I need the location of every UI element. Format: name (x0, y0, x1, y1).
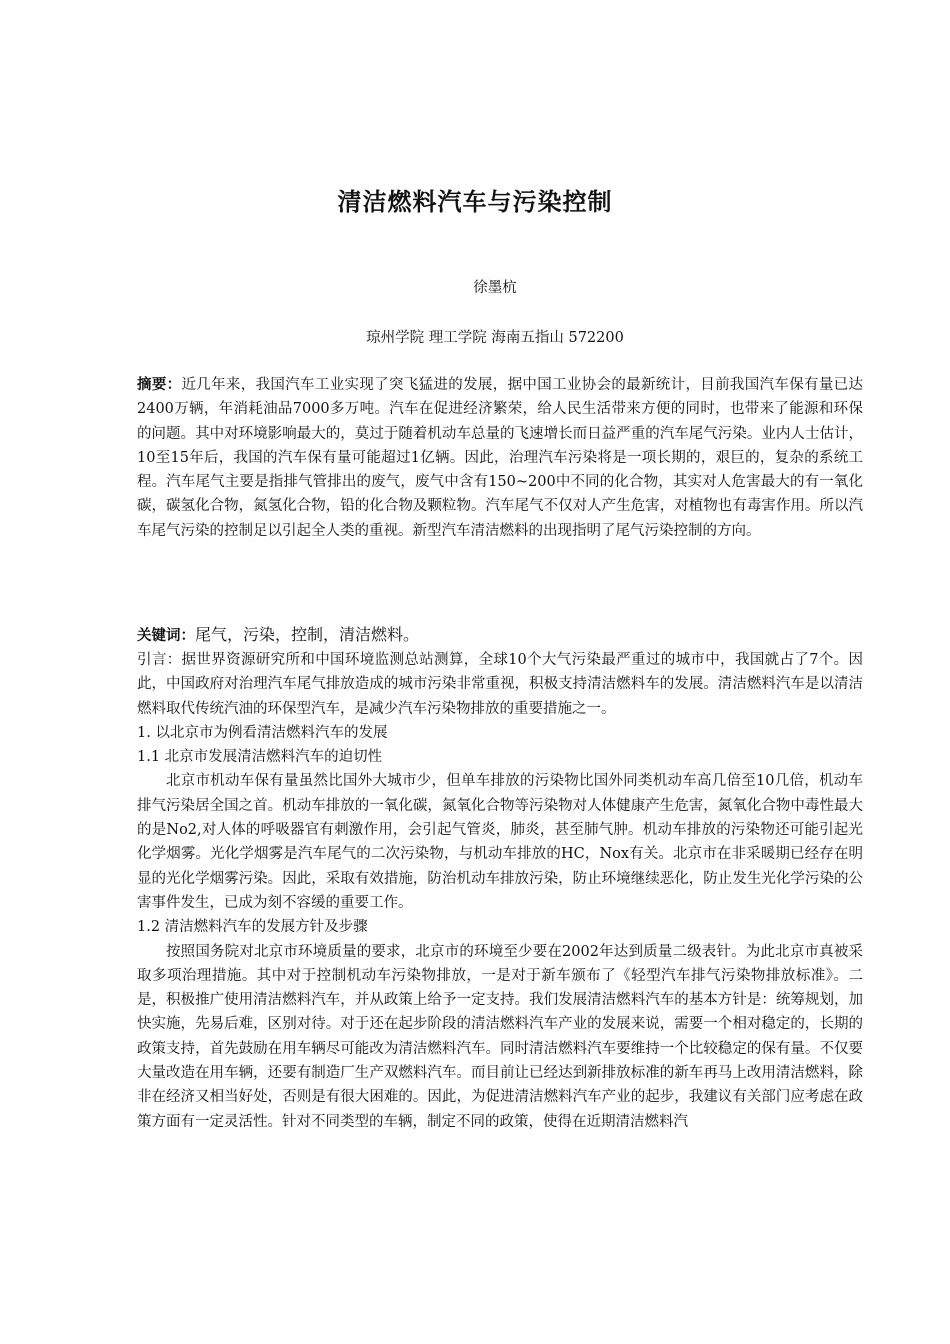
paragraph: 北京市机动车保有量虽然比国外大城市少，但单车排放的污染物比国外同类机动车高几倍至10几倍，机动车排气污染居全国之首。机动车排放的一氧化碳，氮氧化合物等污染物对人体健康产生危害，氮氧化合物中毒性最大的是No2,对人体的呼吸器官有刺激作用，会引起气管炎，肺炎，甚至肺气肿。机动车排放的污染物还可能引起光化学烟雾。光化学烟雾是汽车尾气的二次污染物，与机动车排放的HC，Nox有关。北京市在非采暖期已经存在明显的光化学烟雾污染。因此，采取有效措施，防治机动车排放污染，防止环境继续恶化，防止发生光化学污染的公害事件发生，已成为刻不容缓的重要工作。 (137, 773, 863, 911)
subsection-heading: 1.1 北京市发展清洁燃料汽车的迫切性 (137, 749, 383, 766)
abstract-label: 摘要： (137, 377, 182, 393)
author-name: 徐墨杭 (473, 280, 517, 296)
intro-paragraph: 引言：据世界资源研究所和中国环境监测总站测算，全球10个大气污染最严重过的城市中，我国就占了7个。因此，中国政府对治理汽车尾气排放造成的城市污染非常重视，积极支持清洁燃料车的发展。清洁燃料汽车是以清洁燃料取代传统汽油的环保型汽车，是减少汽车污染物排放的重要措施之一。 (137, 652, 863, 717)
body-text (137, 648, 863, 1134)
abstract (137, 373, 863, 543)
abstract-text: 近几年来，我国汽车工业实现了突飞猛进的发展，据中国工业协会的最新统计，目前我国汽车保有量已达2400万辆，年消耗油品7000多万吨。汽车在促进经济繁荣，给人民生活带来方便的同时，也带来了能源和环保的问题。其中对环境影响最大的，莫过于随着机动车总量的飞速增长而日益严重的汽车尾气污染。业内人士估计，10至15年后，我国的汽车保有量可能超过1亿辆。因此，治理汽车污染将是一项长期的，艰巨的，复杂的系统工程。汽车尾气主要是指排气管排出的废气，废气中含有150~200中不同的化合物，其实对人危害最大的有一氧化碳，碳氢化合物，氮氢化合物，铅的化合物及颗粒物。汽车尾气不仅对人产生危害，对植物也有毒害作用。所以汽车尾气污染的控制足以引起全人类的重视。新型汽车清洁燃料的出现指明了尾气污染控制的方向。 (137, 377, 863, 539)
keywords-text: 尾气，污染，控制，清洁燃料。 (195, 625, 420, 644)
paper-title: 清洁燃料汽车与污染控制 (337, 188, 613, 216)
paragraph: 按照国务院对北京市环境质量的要求，北京市的环境至少要在2002年达到质量二级表针。为此北京市真被采取多项治理措施。其中对于控制机动车污染物排放，一是对于新车颁布了《轻型汽车排气污染物排放标准》。二是，积极推广使用清洁燃料汽车，并从政策上给予一定支持。我们发展清洁燃料汽车的基本方针是：统筹规划，加快实施，先易后难，区别对待。对于还在起步阶段的清洁燃料汽车产业的发展来说，需要一个相对稳定的，长期的政策支持，首先鼓励在用车辆尽可能改为清洁燃料汽车。同时清洁燃料汽车要维持一个比较稳定的保有量。不仅要大量改造在用车辆，还要有制造厂生产双燃料汽车。而目前让已经达到新排放标准的新车再马上改用清洁燃料，除非在经济又相当好处，否则是有很大困难的。因此，为促进清洁燃料汽车产业的起步，我建议有关部门应考虑在政策方面有一定灵活性。针对不同类型的车辆，制定不同的政策，使得在近期清洁燃料汽 (137, 943, 863, 1130)
subsection-heading: 1.2 清洁燃料汽车的发展方针及步骤 (137, 919, 368, 936)
keywords-label: 关键词： (137, 628, 195, 644)
keywords (137, 623, 863, 648)
section-heading: 1. 以北京市为例看清洁燃料汽车的发展 (137, 724, 388, 741)
author-affiliation: 琼州学院 理工学院 海南五指山 572200 (366, 330, 624, 346)
